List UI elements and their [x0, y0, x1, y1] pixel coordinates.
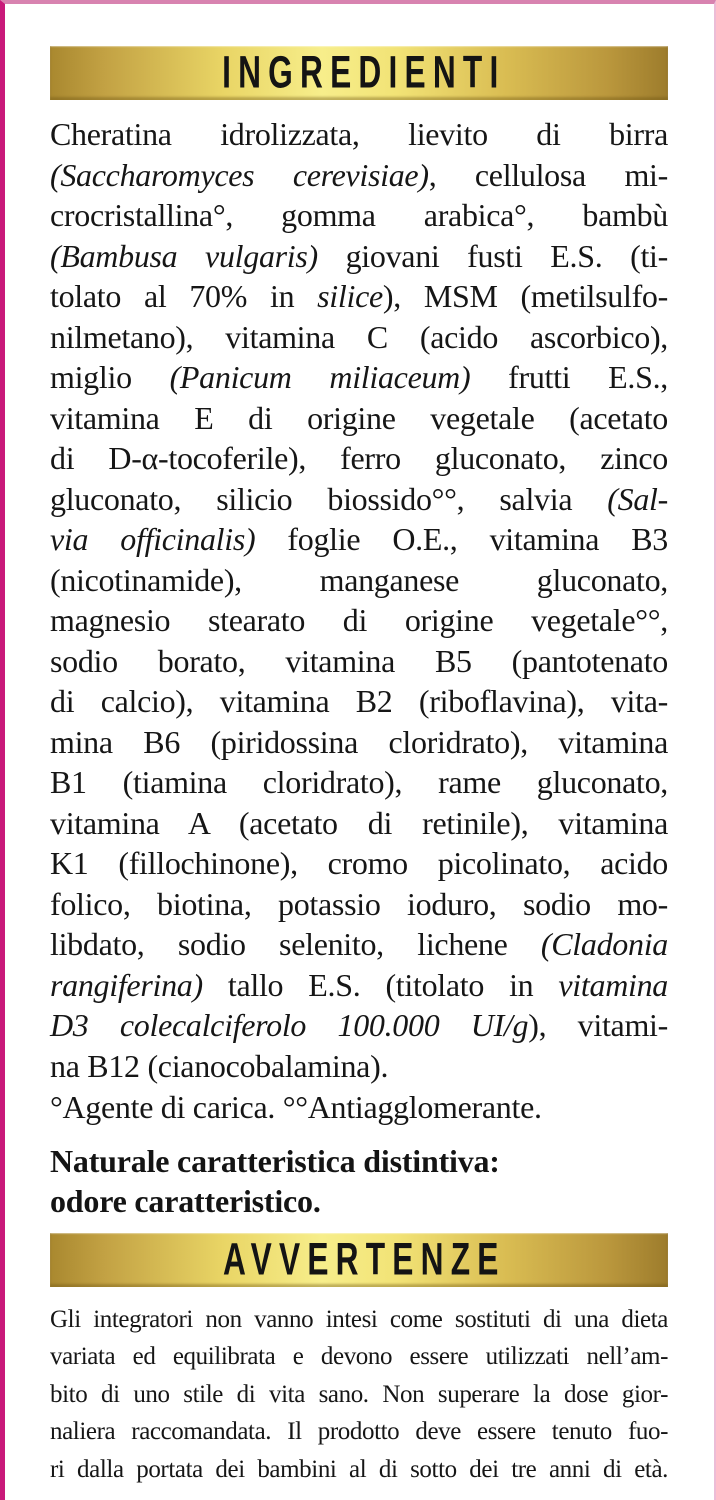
text-line: (Bambusa vulgaris) giovani fusti E.S. (ti-: [50, 237, 668, 274]
text-line: rangiferina) tallo E.S. (titolato in vitamina: [50, 966, 668, 1003]
text-line: bito di uno stile di vita sano. Non superare la dose gior-: [50, 1380, 668, 1408]
text-line: tolato al 70% in silice), MSM (metilsulfo-: [50, 278, 668, 314]
text-line: ri dalla portata dei bambini al di sotto dei tre anni di età.: [50, 1455, 668, 1483]
ingredients-paragraph: [50, 114, 668, 1086]
text-line: folico, biotina, potassio ioduro, sodio mo-: [50, 885, 668, 922]
text-line: nilmetano), vitamina C (acido ascorbico),: [50, 318, 668, 355]
text-line: Gli integratori non vanno intesi come sostituti di una dieta: [50, 1305, 668, 1333]
text-line: magnesio stearato di origine vegetale°°,: [50, 602, 668, 638]
ingredients-banner-title: INGREDIENTI: [222, 47, 506, 98]
warnings-paragraph: [50, 1301, 668, 1489]
text-line: libdato, sodio selenito, lichene (Cladonia: [50, 926, 668, 962]
text-line: Cheratina idrolizzata, lievito di birra: [50, 116, 668, 152]
warnings-banner-title: AVVERTENZE: [222, 1233, 506, 1285]
text-line: na B12 (cianocobalamina).: [50, 1047, 389, 1084]
text-line: via officinalis) foglie O.E., vitamina B3: [50, 521, 668, 557]
text-line: (Saccharomyces cerevisiae), cellulosa mi-: [50, 156, 668, 193]
additives-footnote: °Agente di carica. °°Antiagglomerante.: [50, 1089, 542, 1125]
text-line: mina B6 (piridossina cloridrato), vitamina: [50, 723, 668, 760]
text-line: vitamina A (acetato di retinile), vitamina: [50, 804, 668, 841]
text-line: D3 colecalciferolo 100.000 UI/g), vitami-: [50, 1007, 668, 1043]
text-line: vitamina E di origine vegetale (acetato: [50, 399, 668, 436]
warnings-banner: [50, 1233, 668, 1287]
text-line: miglio (Panicum miliaceum) frutti E.S.,: [50, 359, 668, 395]
text-line: di D-α-tocoferile), ferro gluconato, zinco: [50, 440, 668, 476]
natural-characteristic-note: [50, 1141, 668, 1221]
text-line: B1 (tiamina cloridrato), rame gluconato,: [50, 764, 668, 800]
text-line: variata ed equilibrata e devono essere utilizzati nell’am-: [50, 1343, 668, 1371]
ingredients-banner: [50, 46, 668, 100]
natural-characteristic-line1: Naturale caratteristica distintiva:: [50, 1142, 500, 1179]
text-line: crocristallina°, gomma arabica°, bambù: [50, 197, 668, 233]
text-line: di calcio), vitamina B2 (riboflavina), vita-: [50, 683, 668, 719]
natural-characteristic-line2: odore caratteristico.: [50, 1182, 321, 1219]
text-line: gluconato, silicio biossido°°, salvia (Sal-: [50, 480, 668, 517]
text-line: K1 (fillochinone), cromo picolinato, acido: [50, 845, 668, 881]
text-line: sodio borato, vitamina B5 (pantotenato: [50, 642, 668, 679]
text-line: naliera raccomandata. Il prodotto deve essere tenuto fuo-: [50, 1418, 668, 1446]
text-line: (nicotinamide), manganese gluconato,: [50, 561, 668, 598]
